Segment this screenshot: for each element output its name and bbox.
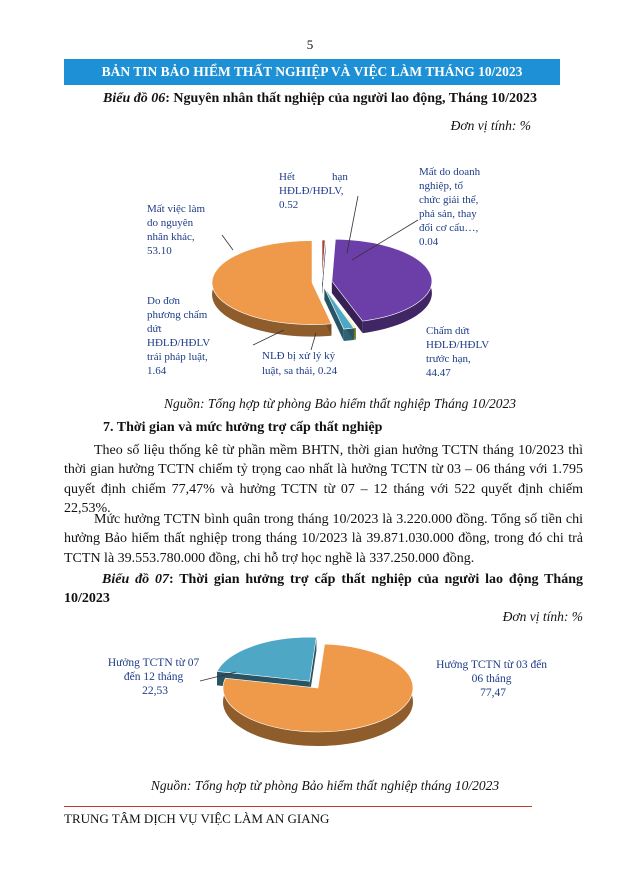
- chart6-label-s1: Mất do doanh nghiệp, tổ chức giải thể, phá sản, thay đổi cơ cấu…, 0.04: [419, 166, 481, 248]
- section7-paragraph-1: Theo số liệu thống kê từ phần mềm BHTN, thời gian hưởng TCTN tháng 10/2023 thì thời gian hưởng TCTN chiếm tỷ trọng cao nhất là hưởng TCTN từ 03 – 06 tháng với 1.795 quyết định chiếm 77,47% và hưởng TCTN từ 07 – 12 tháng với 522 quyết định chiếm 22,53%.: [64, 443, 583, 517]
- chart6-label-s0: Hết hạn HĐLĐ/HĐLV, 0.52: [279, 171, 348, 211]
- chart6-label-s5: Mất việc làm do nguyên nhân khác, 53.10: [147, 203, 206, 257]
- newsletter-banner: BẢN TIN BẢO HIỂM THẤT NGHIỆP VÀ VIỆC LÀM THÁNG 10/2023: [64, 59, 560, 85]
- chart6-label-s4: Do đơn phương chấm dứt HĐLĐ/HĐLV trái pháp luật, 1.64: [147, 295, 210, 377]
- chart6-leader-s5: [222, 235, 233, 250]
- chart6-label-s2: Chấm dứt HĐLĐ/HĐLV trước hạn, 44.47: [426, 325, 489, 379]
- chart6-caption-text: : Nguyên nhân thất nghiệp của người lao động, Tháng 10/2023: [165, 91, 538, 106]
- section7-paragraph-2: Mức hưởng TCTN bình quân trong tháng 10/2023 là 3.220.000 đồng. Tổng số tiền chi hưởng Bảo hiểm thất nghiệp trong tháng 10/2023 là 39.871.030.000 đồng, trong đó chi trả TCTN là 39.553.780.000 đồng, chi hỗ trợ học nghề là 337.250.000 đồng.: [64, 512, 583, 566]
- section7-title: 7. Thời gian và mức hưởng trợ cấp thất nghiệp: [103, 420, 383, 435]
- chart6-label-s3: NLĐ bị xử lý kỷ luật, sa thải, 0.24: [262, 350, 338, 377]
- page-number: 5: [306, 37, 314, 52]
- chart7-unit: Đơn vị tính: %: [502, 609, 583, 624]
- chart6-caption-prefix: Biểu đồ 06: [103, 91, 166, 106]
- chart7-caption-text: : Thời gian hưởng trợ cấp thất nghiệp của người lao động Tháng 10/2023: [64, 572, 583, 606]
- chart7-caption-prefix: Biểu đồ 07: [102, 572, 169, 587]
- chart7-caption: [64, 570, 583, 608]
- chart6-source: Nguồn: Tổng hợp từ phòng Bảo hiểm thất nghiệp Tháng 10/2023: [163, 396, 517, 411]
- chart7-label-b: Hưởng TCTN từ 07 đến 12 tháng 22,53: [107, 657, 200, 697]
- footer-divider: [64, 806, 532, 807]
- chart6-unit: Đơn vị tính: %: [450, 118, 531, 133]
- footer-text: TRUNG TÂM DỊCH VỤ VIỆC LÀM AN GIANG: [64, 811, 330, 826]
- chart6-slices: [212, 239, 432, 341]
- chart7-label-a: Hưởng TCTN từ 03 đến 06 tháng 77,47: [436, 659, 548, 699]
- chart7-source: Nguồn: Tổng hợp từ phòng Bảo hiểm thất nghiệp tháng 10/2023: [150, 778, 500, 793]
